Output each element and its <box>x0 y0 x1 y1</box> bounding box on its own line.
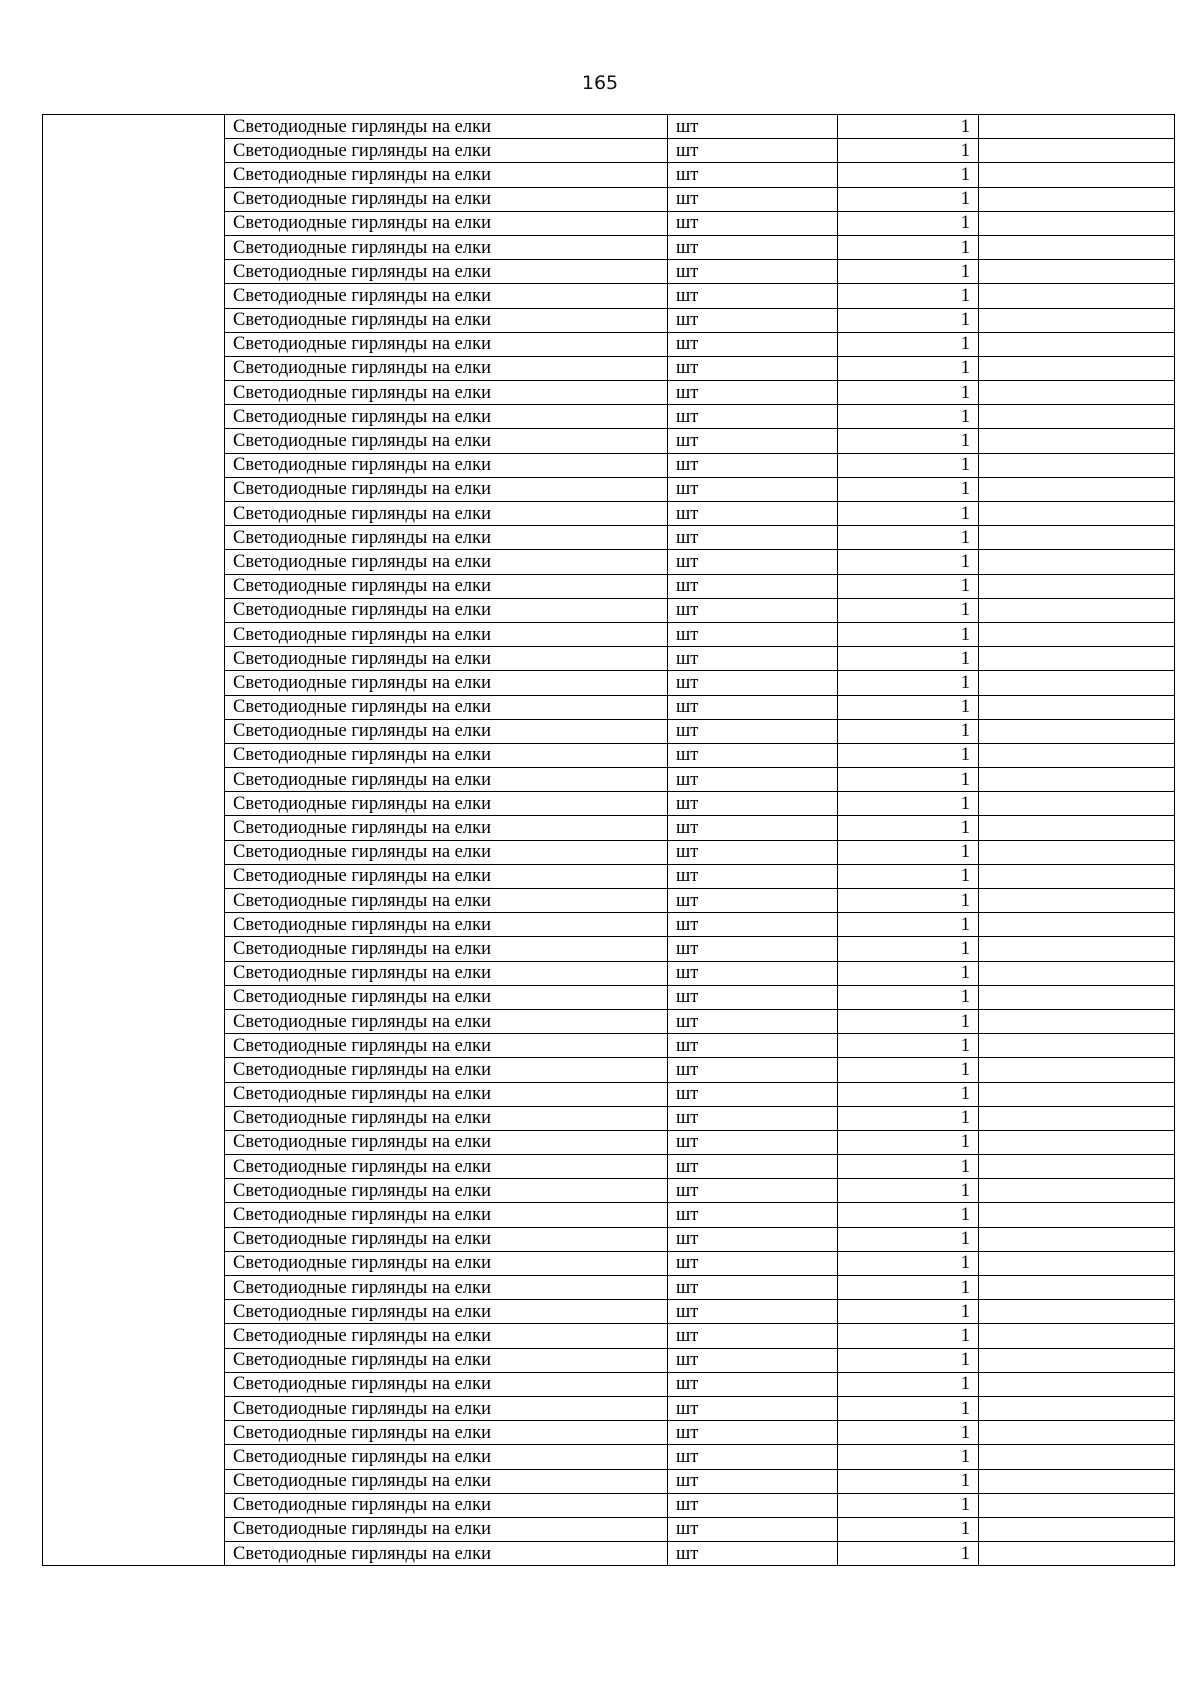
item-name-cell: Светодиодные гирлянды на елки <box>225 1155 668 1179</box>
unit-cell: шт <box>668 1372 838 1396</box>
item-name-cell: Светодиодные гирлянды на елки <box>225 356 668 380</box>
unit-cell: шт <box>668 284 838 308</box>
unit-cell: шт <box>668 260 838 284</box>
item-name-cell: Светодиодные гирлянды на елки <box>225 647 668 671</box>
note-cell <box>979 1542 1175 1566</box>
quantity-cell: 1 <box>838 1082 979 1106</box>
unit-cell: шт <box>668 622 838 646</box>
quantity-cell: 1 <box>838 1203 979 1227</box>
note-cell <box>979 1396 1175 1420</box>
quantity-cell: 1 <box>838 1493 979 1517</box>
item-name-cell: Светодиодные гирлянды на елки <box>225 1493 668 1517</box>
item-name-cell: Светодиодные гирлянды на елки <box>225 308 668 332</box>
item-name-cell: Светодиодные гирлянды на елки <box>225 1251 668 1275</box>
note-cell <box>979 1324 1175 1348</box>
quantity-cell: 1 <box>838 1251 979 1275</box>
unit-cell: шт <box>668 913 838 937</box>
note-cell <box>979 1493 1175 1517</box>
note-cell <box>979 550 1175 574</box>
note-cell <box>979 260 1175 284</box>
item-name-cell: Светодиодные гирлянды на елки <box>225 115 668 139</box>
item-name-cell: Светодиодные гирлянды на елки <box>225 1300 668 1324</box>
quantity-cell: 1 <box>838 1058 979 1082</box>
table-body <box>43 115 1175 1566</box>
note-cell <box>979 1276 1175 1300</box>
quantity-cell: 1 <box>838 1009 979 1033</box>
quantity-cell: 1 <box>838 1130 979 1154</box>
unit-cell: шт <box>668 1130 838 1154</box>
unit-cell: шт <box>668 211 838 235</box>
note-cell <box>979 405 1175 429</box>
note-cell <box>979 1227 1175 1251</box>
item-name-cell: Светодиодные гирлянды на елки <box>225 913 668 937</box>
note-cell <box>979 235 1175 259</box>
note-cell <box>979 453 1175 477</box>
quantity-cell: 1 <box>838 913 979 937</box>
quantity-cell: 1 <box>838 429 979 453</box>
note-cell <box>979 284 1175 308</box>
item-name-cell: Светодиодные гирлянды на елки <box>225 139 668 163</box>
quantity-cell: 1 <box>838 1324 979 1348</box>
quantity-cell: 1 <box>838 1300 979 1324</box>
item-name-cell: Светодиодные гирлянды на елки <box>225 792 668 816</box>
quantity-cell: 1 <box>838 1421 979 1445</box>
unit-cell: шт <box>668 1396 838 1420</box>
item-name-cell: Светодиодные гирлянды на елки <box>225 574 668 598</box>
item-name-cell: Светодиодные гирлянды на елки <box>225 477 668 501</box>
item-name-cell: Светодиодные гирлянды на елки <box>225 1324 668 1348</box>
item-name-cell: Светодиодные гирлянды на елки <box>225 1445 668 1469</box>
quantity-cell: 1 <box>838 381 979 405</box>
quantity-cell: 1 <box>838 1445 979 1469</box>
quantity-cell: 1 <box>838 1348 979 1372</box>
unit-cell: шт <box>668 961 838 985</box>
unit-cell: шт <box>668 405 838 429</box>
unit-cell: шт <box>668 1227 838 1251</box>
quantity-cell: 1 <box>838 1276 979 1300</box>
quantity-cell: 1 <box>838 1034 979 1058</box>
note-cell <box>979 187 1175 211</box>
unit-cell: шт <box>668 1203 838 1227</box>
item-name-cell: Светодиодные гирлянды на елки <box>225 284 668 308</box>
quantity-cell: 1 <box>838 1542 979 1566</box>
table-row <box>43 115 1175 139</box>
quantity-cell: 1 <box>838 695 979 719</box>
unit-cell: шт <box>668 1493 838 1517</box>
note-cell <box>979 768 1175 792</box>
item-name-cell: Светодиодные гирлянды на елки <box>225 1082 668 1106</box>
unit-cell: шт <box>668 550 838 574</box>
quantity-cell: 1 <box>838 985 979 1009</box>
quantity-cell: 1 <box>838 671 979 695</box>
quantity-cell: 1 <box>838 1179 979 1203</box>
note-cell <box>979 502 1175 526</box>
note-cell <box>979 1421 1175 1445</box>
item-name-cell: Светодиодные гирлянды на елки <box>225 1227 668 1251</box>
unit-cell: шт <box>668 308 838 332</box>
item-name-cell: Светодиодные гирлянды на елки <box>225 1203 668 1227</box>
item-name-cell: Светодиодные гирлянды на елки <box>225 768 668 792</box>
note-cell <box>979 1445 1175 1469</box>
quantity-cell: 1 <box>838 1372 979 1396</box>
item-name-cell: Светодиодные гирлянды на елки <box>225 453 668 477</box>
note-cell <box>979 1348 1175 1372</box>
item-name-cell: Светодиодные гирлянды на елки <box>225 695 668 719</box>
note-cell <box>979 211 1175 235</box>
note-cell <box>979 1009 1175 1033</box>
unit-cell: шт <box>668 743 838 767</box>
unit-cell: шт <box>668 1421 838 1445</box>
note-cell <box>979 598 1175 622</box>
note-cell <box>979 743 1175 767</box>
quantity-cell: 1 <box>838 864 979 888</box>
quantity-cell: 1 <box>838 526 979 550</box>
note-cell <box>979 1082 1175 1106</box>
item-name-cell: Светодиодные гирлянды на елки <box>225 235 668 259</box>
quantity-cell: 1 <box>838 187 979 211</box>
quantity-cell: 1 <box>838 768 979 792</box>
item-name-cell: Светодиодные гирлянды на елки <box>225 332 668 356</box>
quantity-cell: 1 <box>838 260 979 284</box>
unit-cell: шт <box>668 1058 838 1082</box>
note-cell <box>979 1106 1175 1130</box>
item-name-cell: Светодиодные гирлянды на елки <box>225 840 668 864</box>
note-cell <box>979 622 1175 646</box>
item-name-cell: Светодиодные гирлянды на елки <box>225 598 668 622</box>
quantity-cell: 1 <box>838 477 979 501</box>
quantity-cell: 1 <box>838 502 979 526</box>
note-cell <box>979 477 1175 501</box>
quantity-cell: 1 <box>838 163 979 187</box>
item-name-cell: Светодиодные гирлянды на елки <box>225 1179 668 1203</box>
unit-cell: шт <box>668 163 838 187</box>
unit-cell: шт <box>668 1179 838 1203</box>
item-name-cell: Светодиодные гирлянды на елки <box>225 864 668 888</box>
unit-cell: шт <box>668 139 838 163</box>
note-cell <box>979 671 1175 695</box>
quantity-cell: 1 <box>838 211 979 235</box>
note-cell <box>979 719 1175 743</box>
note-cell <box>979 139 1175 163</box>
unit-cell: шт <box>668 502 838 526</box>
unit-cell: шт <box>668 889 838 913</box>
note-cell <box>979 1517 1175 1541</box>
quantity-cell: 1 <box>838 139 979 163</box>
unit-cell: шт <box>668 598 838 622</box>
note-cell <box>979 889 1175 913</box>
item-name-cell: Светодиодные гирлянды на елки <box>225 961 668 985</box>
unit-cell: шт <box>668 1155 838 1179</box>
item-name-cell: Светодиодные гирлянды на елки <box>225 937 668 961</box>
note-cell <box>979 115 1175 139</box>
unit-cell: шт <box>668 1348 838 1372</box>
item-name-cell: Светодиодные гирлянды на елки <box>225 1372 668 1396</box>
item-name-cell: Светодиодные гирлянды на елки <box>225 211 668 235</box>
inventory-table <box>42 114 1175 1566</box>
unit-cell: шт <box>668 1469 838 1493</box>
unit-cell: шт <box>668 647 838 671</box>
unit-cell: шт <box>668 1034 838 1058</box>
note-cell <box>979 792 1175 816</box>
unit-cell: шт <box>668 574 838 598</box>
item-name-cell: Светодиодные гирлянды на елки <box>225 381 668 405</box>
item-name-cell: Светодиодные гирлянды на елки <box>225 719 668 743</box>
quantity-cell: 1 <box>838 453 979 477</box>
note-cell <box>979 647 1175 671</box>
quantity-cell: 1 <box>838 719 979 743</box>
quantity-cell: 1 <box>838 816 979 840</box>
quantity-cell: 1 <box>838 356 979 380</box>
unit-cell: шт <box>668 816 838 840</box>
unit-cell: шт <box>668 332 838 356</box>
unit-cell: шт <box>668 719 838 743</box>
note-cell <box>979 356 1175 380</box>
item-name-cell: Светодиодные гирлянды на елки <box>225 1542 668 1566</box>
quantity-cell: 1 <box>838 574 979 598</box>
note-cell <box>979 332 1175 356</box>
item-name-cell: Светодиодные гирлянды на елки <box>225 889 668 913</box>
note-cell <box>979 840 1175 864</box>
unit-cell: шт <box>668 768 838 792</box>
item-name-cell: Светодиодные гирлянды на елки <box>225 526 668 550</box>
note-cell <box>979 864 1175 888</box>
item-name-cell: Светодиодные гирлянды на елки <box>225 1421 668 1445</box>
quantity-cell: 1 <box>838 1517 979 1541</box>
unit-cell: шт <box>668 1517 838 1541</box>
note-cell <box>979 163 1175 187</box>
quantity-cell: 1 <box>838 937 979 961</box>
note-cell <box>979 695 1175 719</box>
unit-cell: шт <box>668 792 838 816</box>
unit-cell: шт <box>668 429 838 453</box>
item-name-cell: Светодиодные гирлянды на елки <box>225 1469 668 1493</box>
quantity-cell: 1 <box>838 235 979 259</box>
note-cell <box>979 1179 1175 1203</box>
unit-cell: шт <box>668 1009 838 1033</box>
note-cell <box>979 1251 1175 1275</box>
item-name-cell: Светодиодные гирлянды на елки <box>225 1396 668 1420</box>
note-cell <box>979 1203 1175 1227</box>
item-name-cell: Светодиодные гирлянды на елки <box>225 187 668 211</box>
unit-cell: шт <box>668 1542 838 1566</box>
quantity-cell: 1 <box>838 743 979 767</box>
item-name-cell: Светодиодные гирлянды на елки <box>225 429 668 453</box>
item-name-cell: Светодиодные гирлянды на елки <box>225 1517 668 1541</box>
quantity-cell: 1 <box>838 598 979 622</box>
item-name-cell: Светодиодные гирлянды на елки <box>225 502 668 526</box>
quantity-cell: 1 <box>838 622 979 646</box>
quantity-cell: 1 <box>838 961 979 985</box>
unit-cell: шт <box>668 1324 838 1348</box>
quantity-cell: 1 <box>838 550 979 574</box>
item-name-cell: Светодиодные гирлянды на елки <box>225 1106 668 1130</box>
note-cell <box>979 985 1175 1009</box>
quantity-cell: 1 <box>838 840 979 864</box>
note-cell <box>979 1155 1175 1179</box>
unit-cell: шт <box>668 1276 838 1300</box>
note-cell <box>979 381 1175 405</box>
item-name-cell: Светодиодные гирлянды на елки <box>225 1348 668 1372</box>
unit-cell: шт <box>668 381 838 405</box>
item-name-cell: Светодиодные гирлянды на елки <box>225 743 668 767</box>
unit-cell: шт <box>668 526 838 550</box>
note-cell <box>979 308 1175 332</box>
quantity-cell: 1 <box>838 889 979 913</box>
unit-cell: шт <box>668 840 838 864</box>
item-name-cell: Светодиодные гирлянды на елки <box>225 671 668 695</box>
unit-cell: шт <box>668 187 838 211</box>
unit-cell: шт <box>668 1251 838 1275</box>
quantity-cell: 1 <box>838 405 979 429</box>
unit-cell: шт <box>668 937 838 961</box>
unit-cell: шт <box>668 671 838 695</box>
unit-cell: шт <box>668 985 838 1009</box>
note-cell <box>979 1130 1175 1154</box>
item-name-cell: Светодиодные гирлянды на елки <box>225 550 668 574</box>
unit-cell: шт <box>668 1106 838 1130</box>
note-cell <box>979 1034 1175 1058</box>
quantity-cell: 1 <box>838 332 979 356</box>
item-name-cell: Светодиодные гирлянды на елки <box>225 985 668 1009</box>
note-cell <box>979 1469 1175 1493</box>
note-cell <box>979 1372 1175 1396</box>
quantity-cell: 1 <box>838 792 979 816</box>
unit-cell: шт <box>668 1300 838 1324</box>
note-cell <box>979 816 1175 840</box>
unit-cell: шт <box>668 1082 838 1106</box>
quantity-cell: 1 <box>838 115 979 139</box>
item-name-cell: Светодиодные гирлянды на елки <box>225 816 668 840</box>
item-name-cell: Светодиодные гирлянды на елки <box>225 1009 668 1033</box>
note-cell <box>979 961 1175 985</box>
quantity-cell: 1 <box>838 1396 979 1420</box>
quantity-cell: 1 <box>838 1227 979 1251</box>
group-cell <box>43 115 225 1566</box>
item-name-cell: Светодиодные гирлянды на елки <box>225 1276 668 1300</box>
unit-cell: шт <box>668 477 838 501</box>
note-cell <box>979 1300 1175 1324</box>
item-name-cell: Светодиодные гирлянды на елки <box>225 260 668 284</box>
unit-cell: шт <box>668 695 838 719</box>
quantity-cell: 1 <box>838 308 979 332</box>
unit-cell: шт <box>668 453 838 477</box>
unit-cell: шт <box>668 115 838 139</box>
item-name-cell: Светодиодные гирлянды на елки <box>225 1034 668 1058</box>
note-cell <box>979 574 1175 598</box>
note-cell <box>979 526 1175 550</box>
unit-cell: шт <box>668 864 838 888</box>
item-name-cell: Светодиодные гирлянды на елки <box>225 1130 668 1154</box>
item-name-cell: Светодиодные гирлянды на елки <box>225 622 668 646</box>
quantity-cell: 1 <box>838 1469 979 1493</box>
note-cell <box>979 937 1175 961</box>
quantity-cell: 1 <box>838 1155 979 1179</box>
quantity-cell: 1 <box>838 284 979 308</box>
item-name-cell: Светодиодные гирлянды на елки <box>225 163 668 187</box>
item-name-cell: Светодиодные гирлянды на елки <box>225 405 668 429</box>
quantity-cell: 1 <box>838 647 979 671</box>
page-number: 165 <box>581 72 619 94</box>
item-name-cell: Светодиодные гирлянды на елки <box>225 1058 668 1082</box>
unit-cell: шт <box>668 235 838 259</box>
unit-cell: шт <box>668 1445 838 1469</box>
note-cell <box>979 429 1175 453</box>
note-cell <box>979 913 1175 937</box>
unit-cell: шт <box>668 356 838 380</box>
note-cell <box>979 1058 1175 1082</box>
quantity-cell: 1 <box>838 1106 979 1130</box>
